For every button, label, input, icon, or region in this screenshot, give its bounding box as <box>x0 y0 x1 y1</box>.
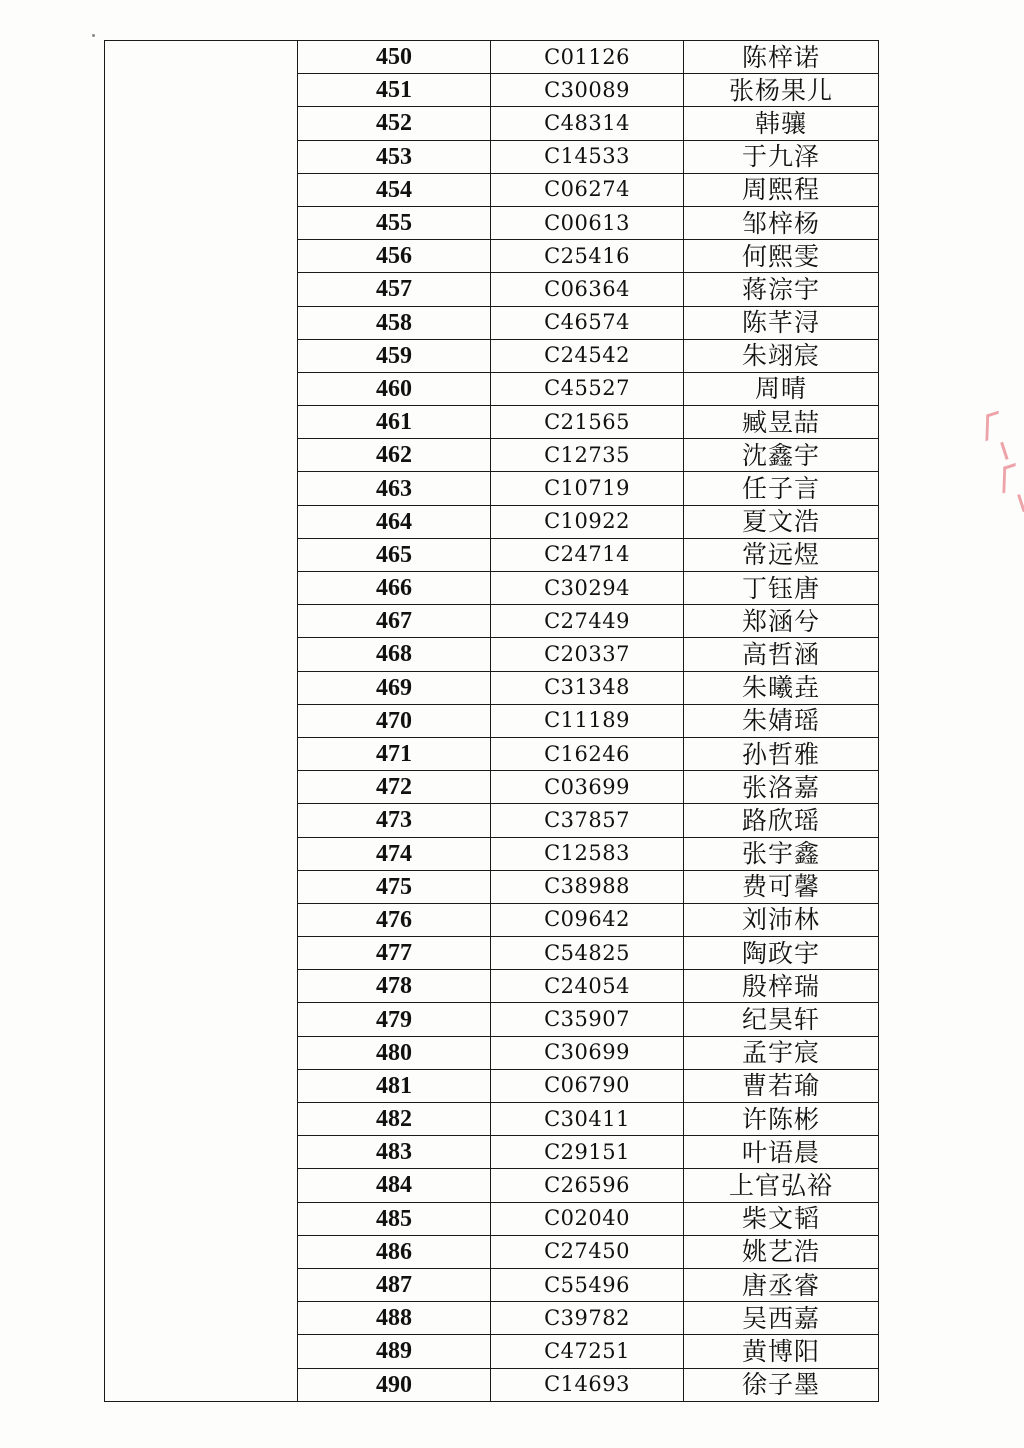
student-name-cell: 周熙程 <box>684 173 879 206</box>
student-name-cell: 周晴 <box>684 372 879 405</box>
sequence-number-cell: 490 <box>298 1368 491 1401</box>
registration-code-cell: C06790 <box>491 1069 684 1102</box>
sequence-number-cell: 468 <box>298 638 491 671</box>
registration-code-cell: C55496 <box>491 1268 684 1301</box>
student-name-cell: 何熙雯 <box>684 240 879 273</box>
student-name-cell: 孟宇宸 <box>684 1036 879 1069</box>
registration-code-cell: C06364 <box>491 273 684 306</box>
sequence-number-cell: 455 <box>298 206 491 239</box>
sequence-number-cell: 483 <box>298 1136 491 1169</box>
student-name-cell: 纪昊轩 <box>684 1003 879 1036</box>
seal-stroke <box>992 442 1008 463</box>
student-name-cell: 丁钰唐 <box>684 572 879 605</box>
registration-code-cell: C45527 <box>491 372 684 405</box>
student-name-cell: 柴文韬 <box>684 1202 879 1235</box>
sequence-number-cell: 477 <box>298 937 491 970</box>
registration-code-cell: C47251 <box>491 1335 684 1368</box>
student-name-cell: 张洛嘉 <box>684 771 879 804</box>
registration-code-cell: C24542 <box>491 339 684 372</box>
student-name-cell: 黄博阳 <box>684 1335 879 1368</box>
student-name-cell: 邹梓杨 <box>684 206 879 239</box>
student-name-cell: 夏文浩 <box>684 505 879 538</box>
sequence-number-cell: 452 <box>298 107 491 140</box>
registration-code-cell: C06274 <box>491 173 684 206</box>
sequence-number-cell: 467 <box>298 605 491 638</box>
sequence-number-cell: 470 <box>298 704 491 737</box>
registration-code-cell: C39782 <box>491 1302 684 1335</box>
student-name-cell: 张宇鑫 <box>684 837 879 870</box>
student-name-cell: 朱曦垚 <box>684 671 879 704</box>
registration-code-cell: C01126 <box>491 41 684 74</box>
sequence-number-cell: 464 <box>298 505 491 538</box>
student-name-cell: 沈鑫宇 <box>684 439 879 472</box>
registration-code-cell: C46574 <box>491 306 684 339</box>
student-name-cell: 曹若瑜 <box>684 1069 879 1102</box>
registration-code-cell: C21565 <box>491 406 684 439</box>
registration-code-cell: C24714 <box>491 538 684 571</box>
sequence-number-cell: 462 <box>298 439 491 472</box>
registration-code-cell: C09642 <box>491 903 684 936</box>
sequence-number-cell: 487 <box>298 1268 491 1301</box>
registration-code-cell: C14693 <box>491 1368 684 1401</box>
student-name-cell: 郑涵兮 <box>684 605 879 638</box>
student-name-cell: 费可馨 <box>684 870 879 903</box>
student-name-cell: 陶政宇 <box>684 937 879 970</box>
red-seal-stamp <box>971 409 1024 582</box>
sequence-number-cell: 484 <box>298 1169 491 1202</box>
sequence-number-cell: 458 <box>298 306 491 339</box>
student-name-cell: 路欣瑶 <box>684 804 879 837</box>
sequence-number-cell: 489 <box>298 1335 491 1368</box>
student-name-cell: 韩骧 <box>684 107 879 140</box>
sequence-number-cell: 450 <box>298 41 491 74</box>
seal-stroke <box>1002 463 1015 494</box>
sequence-number-cell: 476 <box>298 903 491 936</box>
student-name-cell: 上官弘裕 <box>684 1169 879 1202</box>
seal-stroke <box>985 411 998 442</box>
sequence-number-cell: 453 <box>298 140 491 173</box>
student-name-cell: 唐丞睿 <box>684 1268 879 1301</box>
sequence-number-cell: 460 <box>298 372 491 405</box>
student-name-cell: 吴西嘉 <box>684 1302 879 1335</box>
sequence-number-cell: 474 <box>298 837 491 870</box>
sequence-number-cell: 486 <box>298 1235 491 1268</box>
registration-code-cell: C16246 <box>491 737 684 770</box>
registration-code-cell: C29151 <box>491 1136 684 1169</box>
registration-code-cell: C27449 <box>491 605 684 638</box>
merged-blank-cell <box>105 41 298 1402</box>
sequence-number-cell: 461 <box>298 406 491 439</box>
student-name-cell: 刘沛林 <box>684 903 879 936</box>
registration-code-cell: C12583 <box>491 837 684 870</box>
registration-code-cell: C48314 <box>491 107 684 140</box>
registration-code-cell: C02040 <box>491 1202 684 1235</box>
sequence-number-cell: 471 <box>298 737 491 770</box>
registration-code-cell: C30089 <box>491 74 684 107</box>
registration-code-cell: C30294 <box>491 572 684 605</box>
registration-code-cell: C20337 <box>491 638 684 671</box>
sequence-number-cell: 465 <box>298 538 491 571</box>
sequence-number-cell: 473 <box>298 804 491 837</box>
sequence-number-cell: 454 <box>298 173 491 206</box>
student-name-cell: 朱婧瑶 <box>684 704 879 737</box>
student-name-cell: 许陈彬 <box>684 1103 879 1136</box>
registration-code-cell: C14533 <box>491 140 684 173</box>
registration-code-cell: C24054 <box>491 970 684 1003</box>
sequence-number-cell: 451 <box>298 74 491 107</box>
registration-code-cell: C37857 <box>491 804 684 837</box>
sequence-number-cell: 475 <box>298 870 491 903</box>
student-name-cell: 陈芊浔 <box>684 306 879 339</box>
sequence-number-cell: 479 <box>298 1003 491 1036</box>
student-name-cell: 陈梓诺 <box>684 41 879 74</box>
registration-code-cell: C03699 <box>491 771 684 804</box>
sequence-number-cell: 488 <box>298 1302 491 1335</box>
registration-code-cell: C30699 <box>491 1036 684 1069</box>
registration-code-cell: C10719 <box>491 472 684 505</box>
registration-code-cell: C00613 <box>491 206 684 239</box>
sequence-number-cell: 459 <box>298 339 491 372</box>
sequence-number-cell: 485 <box>298 1202 491 1235</box>
student-name-cell: 张杨果儿 <box>684 74 879 107</box>
student-name-cell: 蒋淙宇 <box>684 273 879 306</box>
table-row <box>105 41 879 74</box>
registration-code-cell: C30411 <box>491 1103 684 1136</box>
student-name-cell: 常远煜 <box>684 538 879 571</box>
sequence-number-cell: 472 <box>298 771 491 804</box>
registration-code-cell: C54825 <box>491 937 684 970</box>
sequence-number-cell: 481 <box>298 1069 491 1102</box>
roster-table <box>104 40 879 1402</box>
sequence-number-cell: 457 <box>298 273 491 306</box>
registration-code-cell: C10922 <box>491 505 684 538</box>
sequence-number-cell: 456 <box>298 240 491 273</box>
student-name-cell: 孙哲雅 <box>684 737 879 770</box>
student-name-cell: 臧昱喆 <box>684 406 879 439</box>
sequence-number-cell: 463 <box>298 472 491 505</box>
sequence-number-cell: 466 <box>298 572 491 605</box>
student-name-cell: 姚艺浩 <box>684 1235 879 1268</box>
roster-body <box>105 41 879 1402</box>
student-name-cell: 任子言 <box>684 472 879 505</box>
sequence-number-cell: 482 <box>298 1103 491 1136</box>
seal-stroke <box>1009 494 1024 515</box>
registration-code-cell: C35907 <box>491 1003 684 1036</box>
registration-code-cell: C25416 <box>491 240 684 273</box>
scan-speck <box>92 34 95 37</box>
registration-code-cell: C27450 <box>491 1235 684 1268</box>
student-name-cell: 殷梓瑞 <box>684 970 879 1003</box>
registration-code-cell: C11189 <box>491 704 684 737</box>
sequence-number-cell: 469 <box>298 671 491 704</box>
student-name-cell: 叶语晨 <box>684 1136 879 1169</box>
student-name-cell: 高哲涵 <box>684 638 879 671</box>
registration-code-cell: C12735 <box>491 439 684 472</box>
student-name-cell: 朱翊宸 <box>684 339 879 372</box>
registration-code-cell: C26596 <box>491 1169 684 1202</box>
registration-code-cell: C38988 <box>491 870 684 903</box>
sequence-number-cell: 480 <box>298 1036 491 1069</box>
sequence-number-cell: 478 <box>298 970 491 1003</box>
registration-code-cell: C31348 <box>491 671 684 704</box>
student-name-cell: 于九泽 <box>684 140 879 173</box>
student-name-cell: 徐子墨 <box>684 1368 879 1401</box>
